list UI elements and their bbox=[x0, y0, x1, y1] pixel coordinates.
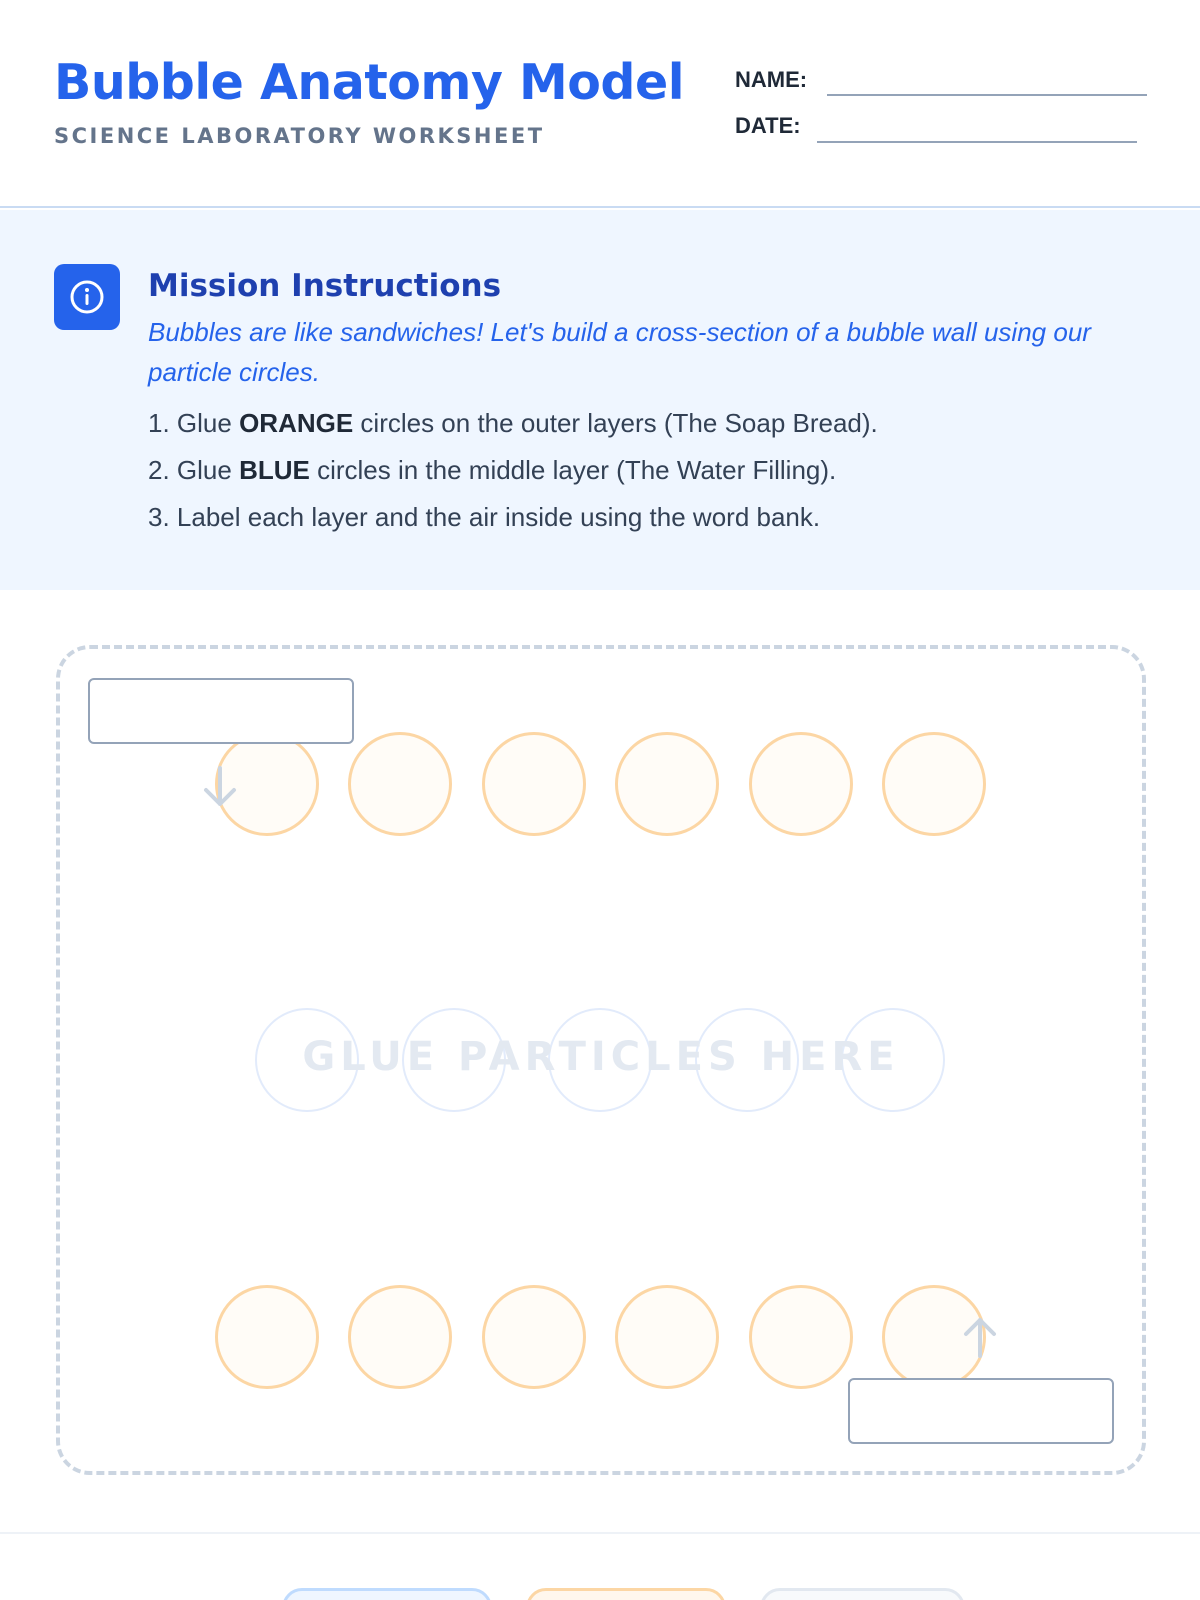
name-label: NAME: bbox=[735, 67, 808, 92]
label-box-bottom[interactable] bbox=[848, 1378, 1114, 1444]
soap-particle-circle bbox=[882, 732, 986, 836]
word-bank-chip-orange[interactable] bbox=[526, 1588, 726, 1600]
glue-watermark: GLUE PARTICLES HERE bbox=[302, 1034, 900, 1080]
instruction-step: 3. Label each layer and the air inside using the word bank. bbox=[148, 502, 821, 532]
instruction-step: 2. Glue BLUE circles in the middle layer (The Water Filling). bbox=[148, 455, 837, 485]
section-divider bbox=[0, 1532, 1200, 1534]
soap-particle-circle bbox=[348, 732, 452, 836]
soap-particle-circle bbox=[749, 1285, 853, 1389]
word-bank-chip-blue[interactable] bbox=[282, 1588, 492, 1600]
soap-particle-circle bbox=[482, 732, 586, 836]
soap-particle-circle bbox=[348, 1285, 452, 1389]
arrow-down-icon bbox=[200, 764, 240, 812]
name-field[interactable] bbox=[827, 94, 1147, 96]
soap-particle-circle bbox=[749, 732, 853, 836]
info-icon-badge bbox=[54, 264, 120, 330]
soap-particle-circle bbox=[615, 1285, 719, 1389]
instructions-intro: Bubbles are like sandwiches! Let's build a cross-section of a bubble wall using our particle circles. bbox=[148, 317, 1091, 387]
instruction-step: 1. Glue ORANGE circles on the outer layers (The Soap Bread). bbox=[148, 408, 878, 438]
date-field[interactable] bbox=[817, 141, 1137, 143]
soap-particle-circle bbox=[615, 732, 719, 836]
page-subtitle: SCIENCE LABORATORY WORKSHEET bbox=[54, 124, 545, 148]
word-bank-chip-gray[interactable] bbox=[760, 1588, 965, 1600]
soap-particle-circle bbox=[482, 1285, 586, 1389]
instructions-title: Mission Instructions bbox=[148, 268, 502, 304]
label-box-top[interactable] bbox=[88, 678, 354, 744]
info-icon bbox=[69, 279, 105, 315]
soap-particle-circle bbox=[215, 1285, 319, 1389]
page-title: Bubble Anatomy Model bbox=[54, 54, 685, 111]
date-label: DATE: bbox=[735, 113, 801, 138]
arrow-up-icon bbox=[960, 1312, 1000, 1360]
instructions-panel bbox=[0, 210, 1200, 590]
